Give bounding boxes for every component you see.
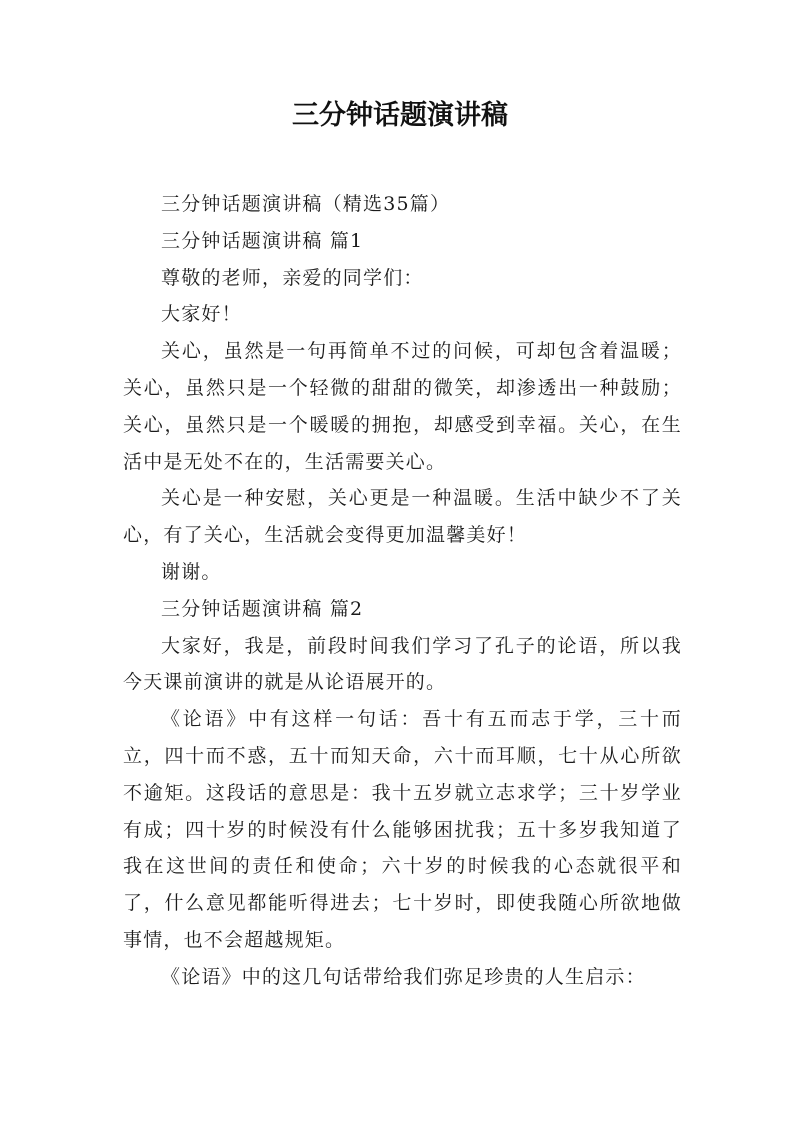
paragraph-thanks: 谢谢。 bbox=[161, 560, 222, 583]
paragraph-body: 《论语》中有这样一句话：吾十有五而志于学，三十而立，四十而不惑，五十而知天命，六十而耳顺，七十从心所欲不逾矩。这段话的意思是：我十五岁就立志求学；三十岁学业有成；四十岁的时候没有什么能够困扰我；五十多岁我知道了我在这世间的责任和使命；六十岁的时候我的心态就很平和了，什么意见都能听得进去；七十岁时，即使我随心所欲地做事情，也不会超越规矩。 bbox=[123, 708, 682, 951]
paragraph-body: 《论语》中的这几句话带给我们弥足珍贵的人生启示： bbox=[161, 965, 646, 988]
paragraph-body: 关心，虽然是一句再简单不过的问候，可却包含着温暖；关心，虽然只是一个轻微的甜甜的微笑，却渗透出一种鼓励；关心，虽然只是一个暖暖的拥抱，却感受到幸福。关心，在生活中是无处不在的，生活需要关心。 bbox=[123, 340, 682, 473]
paragraph-body: 关心是一种安慰，关心更是一种温暖。生活中缺少不了关心，有了关心，生活就会变得更加温馨美好！ bbox=[123, 487, 682, 547]
paragraph-collection-heading: 三分钟话题演讲稿（精选35篇） bbox=[161, 193, 451, 215]
paragraph-greeting: 大家好！ bbox=[161, 303, 242, 326]
paragraph-body: 大家好，我是，前段时间我们学习了孔子的论语，所以我今天课前演讲的就是从论语展开的。 bbox=[123, 634, 682, 694]
paragraph-salutation: 尊敬的老师，亲爱的同学们： bbox=[161, 266, 424, 289]
document-title: 三分钟话题演讲稿 bbox=[292, 100, 508, 131]
document-body bbox=[123, 186, 682, 996]
paragraph-section-heading-1: 三分钟话题演讲稿 篇1 bbox=[161, 229, 364, 252]
paragraph-section-heading-2: 三分钟话题演讲稿 篇2 bbox=[161, 597, 364, 620]
